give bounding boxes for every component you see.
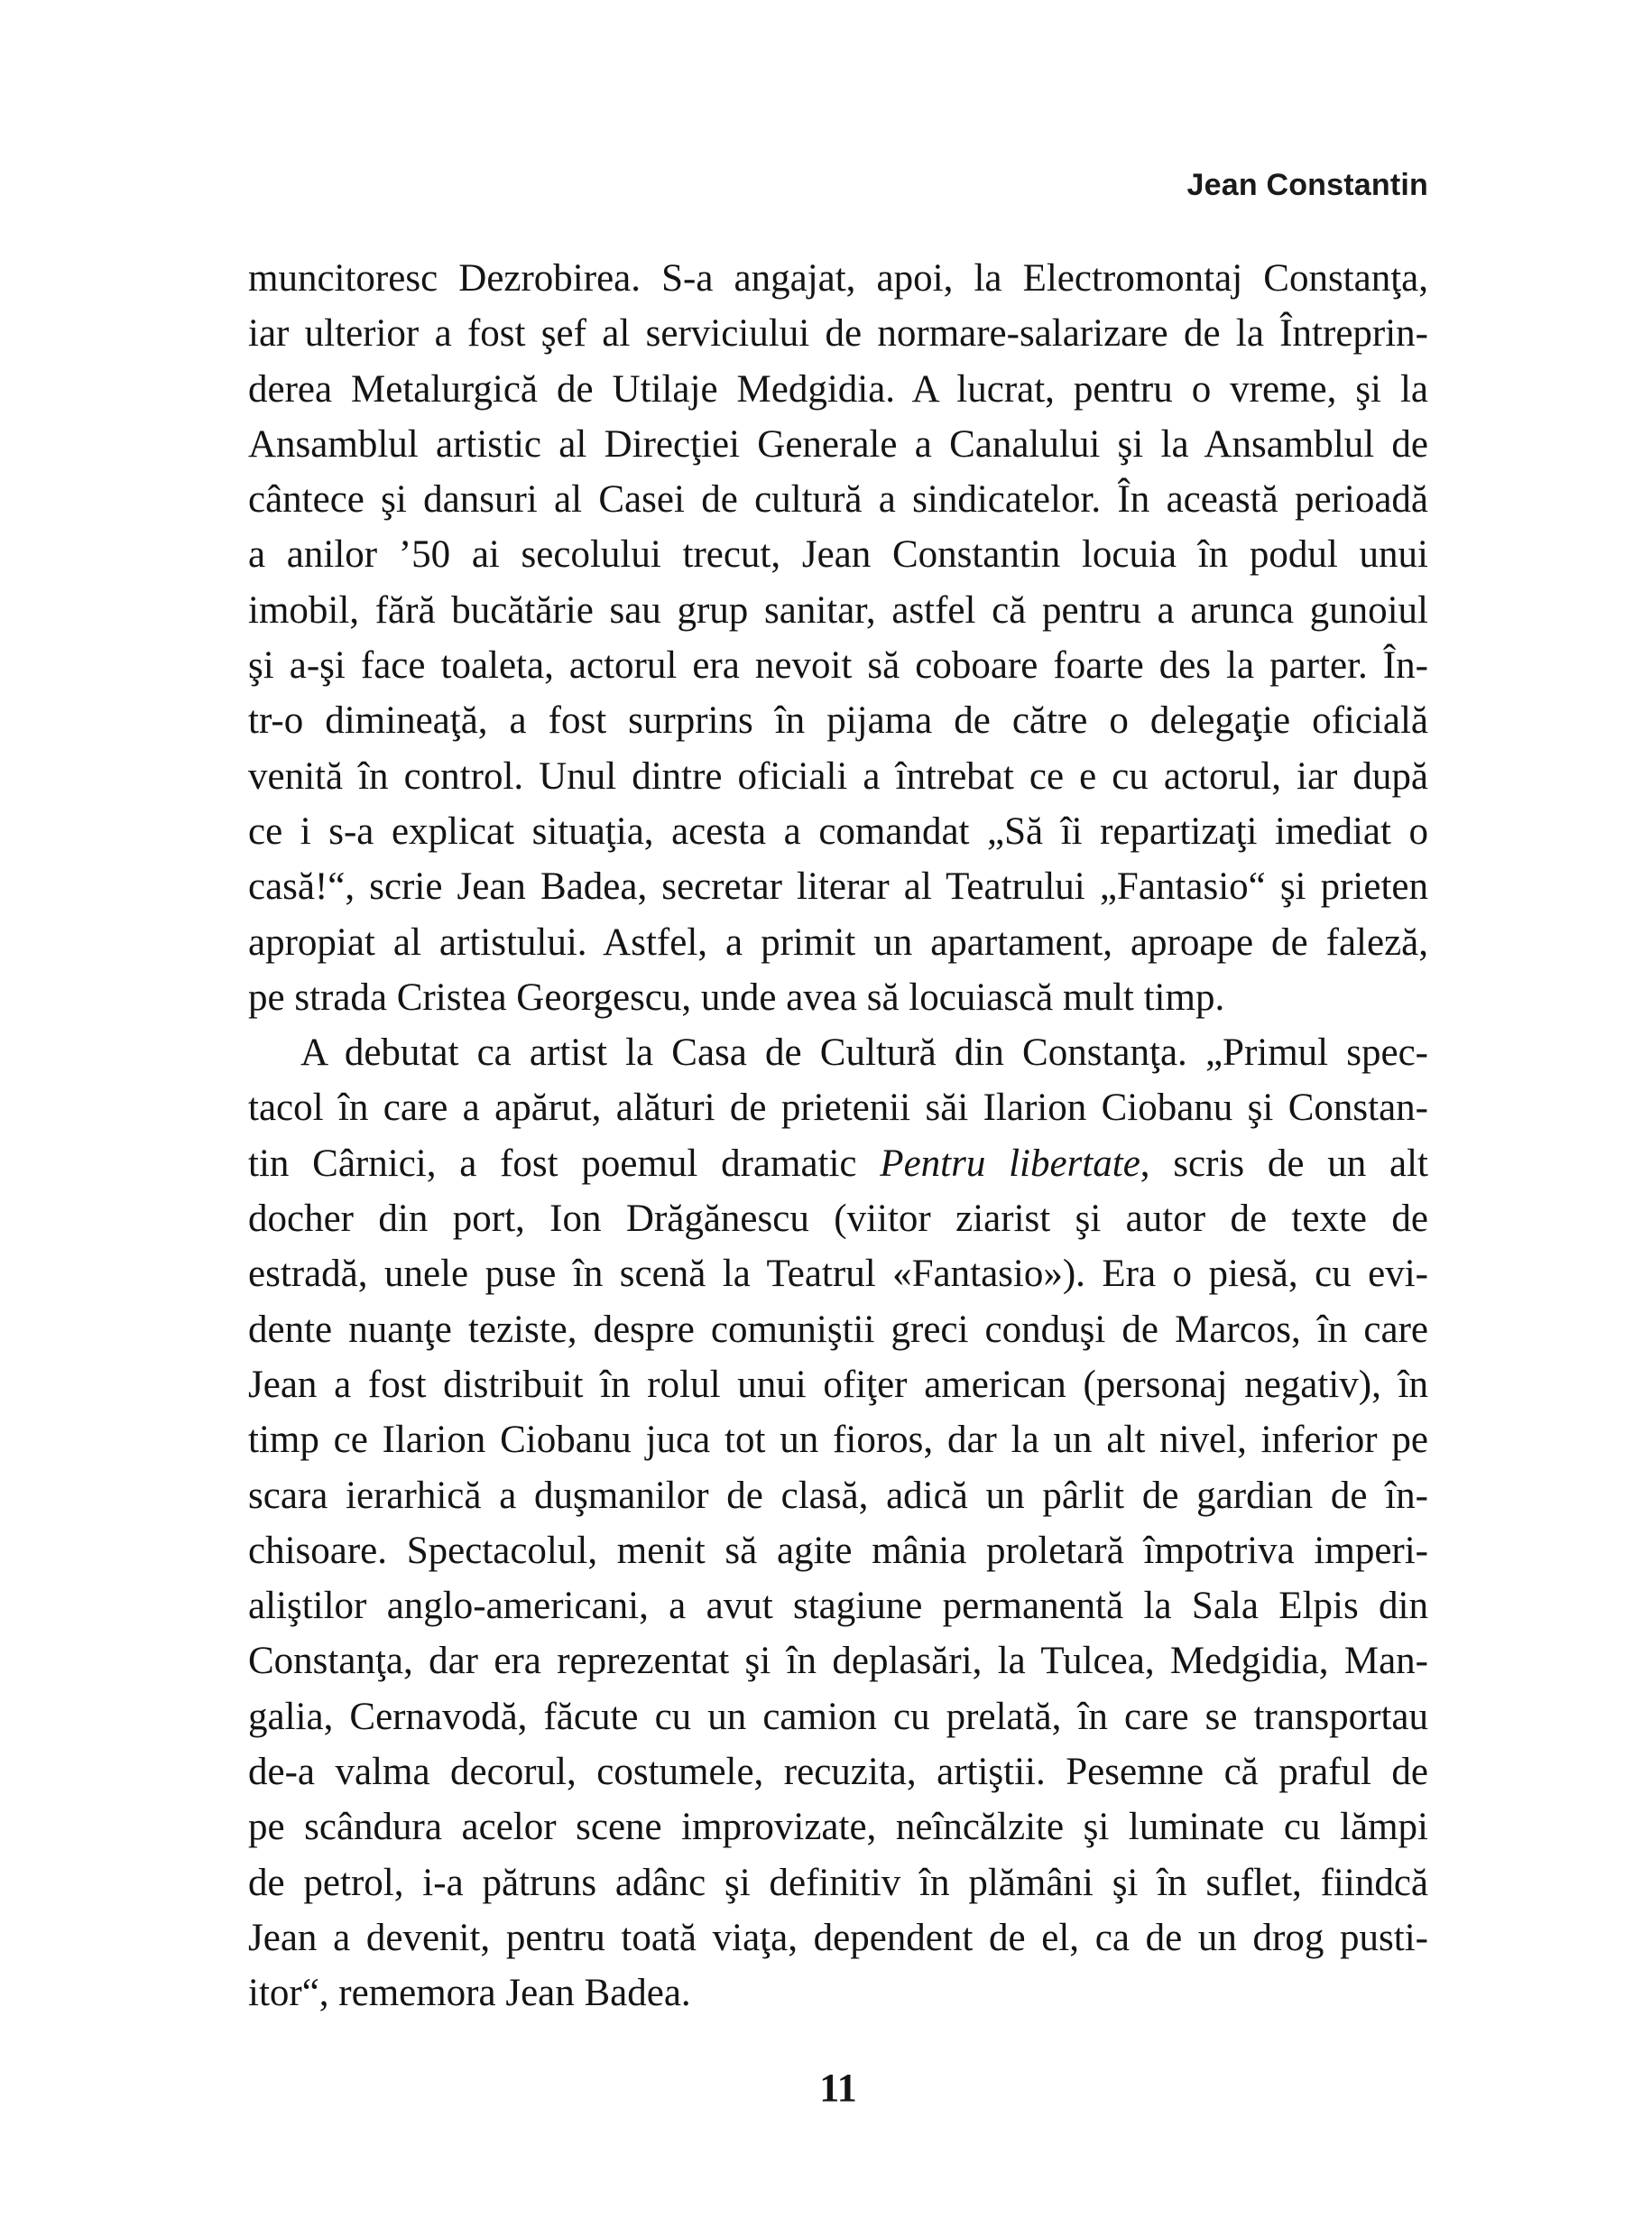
text-line [248,1136,1428,1191]
text-line: tr-o dimineaţă, a fost surprins în pijama de către o delegaţie oficială [248,699,1428,743]
text-line: Jean a fost distribuit în rolul unui ofiţer american (personaj negativ), în [248,1363,1428,1406]
text-line: chisoare. Spectacolul, menit să agite mânia proletară împotriva imperi- [248,1529,1428,1572]
text-line: timp ce Ilarion Ciobanu juca tot un fioros, dar la un alt nivel, inferior pe [248,1419,1428,1462]
text-line: venită în control. Unul dintre oficiali a întrebat ce e cu actorul, iar după [248,754,1428,798]
text-line: galia, Cernavodă, făcute cu un camion cu prelată, în care se transportau [248,1695,1428,1738]
plain-text: tin Cârnici, a fost poemul dramatic [248,1142,881,1185]
text-line: itor“, rememora Jean Badea. [248,1972,691,2015]
text-line: docher din port, Ion Drăgănescu (viitor ziarist şi autor de texte de [248,1198,1428,1241]
running-header: Jean Constantin [1186,168,1428,202]
text-line: derea Metalurgică de Utilaje Medgidia. A lucrat, pentru o vreme, şi la [248,367,1428,411]
page-body [248,251,1428,2021]
text-line: pe strada Cristea Georgescu, unde avea să locuiască mult timp. [248,976,1225,1019]
text-line: de-a valma decorul, costumele, recuzita, artiştii. Pesemne că praful de [248,1751,1428,1794]
text-line: a anilor ’50 ai secolului trecut, Jean Constantin locuia în podul unui [248,533,1428,577]
text-line: tacol în care a apărut, alături de prietenii săi Ilarion Ciobanu şi Constan- [248,1087,1428,1130]
paragraph [248,251,1428,1025]
text-line: muncitoresc Dezrobirea. S-a angajat, apoi, la Electromontaj Constanţa, [248,257,1428,300]
text-line: aliştilor anglo-americani, a avut stagiune permanentă la Sala Elpis din [248,1585,1428,1628]
text-line: de petrol, i-a pătruns adânc şi definitiv în plămâni şi în suflet, fiindcă [248,1861,1428,1904]
text-line: pe scândura acelor scene improvizate, neîncălzite şi luminate cu lămpi [248,1806,1428,1849]
text-line: A debutat ca artist la Casa de Cultură din Constanţa. „Primul spec- [300,1031,1428,1075]
text-line: iar ulterior a fost şef al serviciului de normare-salarizare de la Întreprin- [248,312,1428,356]
italic-text: Pentru libertate [880,1142,1140,1185]
text-line: apropiat al artistului. Astfel, a primit un apartament, aproape de faleză, [248,920,1428,964]
text-line: imobil, fără bucătărie sau grup sanitar, astfel că pentru a arunca gunoiul [248,588,1428,632]
text-line: scara ierarhică a duşmanilor de clasă, adică un pârlit de gardian de în- [248,1474,1428,1517]
text-line: şi a-şi face toaleta, actorul era nevoit să coboare foarte des la parter. În- [248,644,1428,688]
text-line: Constanţa, dar era reprezentat şi în deplasări, la Tulcea, Medgidia, Man- [248,1640,1428,1683]
plain-text: , scris de un alt [1140,1142,1428,1185]
paragraph [248,1025,1428,2021]
text-line: ce i s-a explicat situaţia, acesta a comandat „Să îi repartizaţi imediat o [248,809,1428,853]
page-number: 11 [819,2066,857,2110]
text-line: Jean a devenit, pentru toată viaţa, dependent de el, ca de un drog pusti- [248,1916,1428,1959]
text-line: cântece şi dansuri al Casei de cultură a sindicatelor. În această perioadă [248,478,1428,522]
text-line: estradă, unele puse în scenă la Teatrul «Fantasio»). Era o piesă, cu evi- [248,1253,1428,1296]
text-line: Ansamblul artistic al Direcţiei Generale a Canalului şi la Ansamblul de [248,422,1428,466]
text-line: casă!“, scrie Jean Badea, secretar literar al Teatrului „Fantasio“ şi prieten [248,865,1428,909]
text-line: dente nuanţe teziste, despre comuniştii greci conduşi de Marcos, în care [248,1308,1428,1351]
